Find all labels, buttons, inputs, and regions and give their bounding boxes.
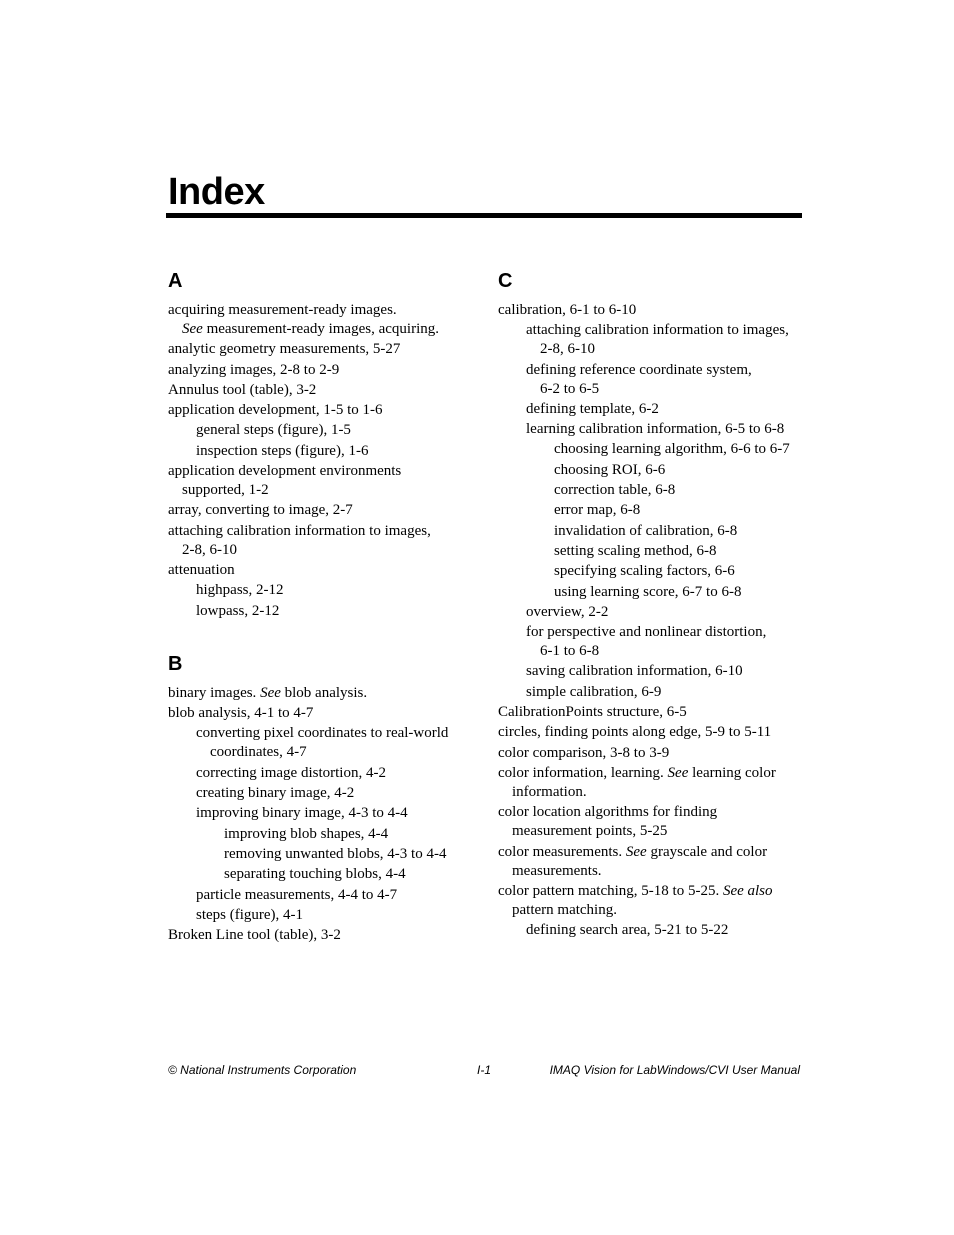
index-entry: analytic geometry measurements, 5-27 bbox=[168, 341, 401, 358]
index-column-right bbox=[498, 265, 808, 941]
index-entry: general steps (figure), 1-5 bbox=[196, 422, 351, 439]
index-entry: color comparison, 3-8 to 3-9 bbox=[498, 744, 670, 761]
section-gap bbox=[168, 622, 478, 648]
index-entry: color pattern matching, 5-18 to 5-25. See also pattern matching. bbox=[498, 882, 773, 918]
index-entry: defining template, 6-2 bbox=[526, 400, 659, 417]
index-entry: attaching calibration information to images, 2-8, 6-10 bbox=[526, 322, 789, 358]
section-letter-b: B bbox=[168, 652, 183, 675]
index-entry: lowpass, 2-12 bbox=[196, 602, 280, 619]
footer-manual-title: IMAQ Vision for LabWindows/CVI User Manual bbox=[549, 1063, 800, 1077]
index-entry: acquiring measurement-ready images. See measurement-ready images, acquiring. bbox=[168, 302, 439, 337]
index-entry: color location algorithms for finding measurement points, 5-25 bbox=[498, 804, 718, 840]
index-entry: correcting image distortion, 4-2 bbox=[196, 764, 386, 781]
index-entry: array, converting to image, 2-7 bbox=[168, 502, 353, 519]
index-entry: improving blob shapes, 4-4 bbox=[224, 825, 389, 842]
index-entry: for perspective and nonlinear distortion, 6-1 to 6-8 bbox=[526, 624, 767, 660]
index-entry: simple calibration, 6-9 bbox=[526, 683, 662, 700]
index-entry: application development environments supported, 1-2 bbox=[168, 463, 402, 499]
index-entry: specifying scaling factors, 6-6 bbox=[554, 563, 735, 580]
index-entry: binary images. See blob analysis. bbox=[168, 684, 368, 701]
index-entry: saving calibration information, 6-10 bbox=[526, 663, 743, 680]
index-entry: attaching calibration information to images, 2-8, 6-10 bbox=[168, 522, 431, 558]
index-entry: defining reference coordinate system, 6-2 to 6-5 bbox=[526, 361, 752, 397]
index-entry: circles, finding points along edge, 5-9 to 5-11 bbox=[498, 724, 772, 741]
footer-page-number: I-1 bbox=[477, 1063, 492, 1077]
index-entry: application development, 1-5 to 1-6 bbox=[168, 402, 383, 419]
index-entry: steps (figure), 4-1 bbox=[196, 906, 304, 923]
index-entry: creating binary image, 4-2 bbox=[196, 785, 355, 802]
index-entry: highpass, 2-12 bbox=[196, 582, 284, 599]
index-entry: choosing learning algorithm, 6-6 to 6-7 bbox=[554, 441, 790, 458]
index-entry: blob analysis, 4-1 to 4-7 bbox=[168, 705, 314, 722]
index-entry: CalibrationPoints structure, 6-5 bbox=[498, 704, 687, 721]
index-entry: separating touching blobs, 4-4 bbox=[224, 866, 406, 883]
index-entry: particle measurements, 4-4 to 4-7 bbox=[196, 886, 398, 903]
index-entry: removing unwanted blobs, 4-3 to 4-4 bbox=[224, 845, 447, 862]
index-entry: improving binary image, 4-3 to 4-4 bbox=[196, 805, 408, 822]
index-entry: Annulus tool (table), 3-2 bbox=[168, 381, 317, 398]
index-entry: attenuation bbox=[168, 561, 235, 578]
index-entry: invalidation of calibration, 6-8 bbox=[554, 522, 738, 539]
section-letter-a: A bbox=[168, 270, 183, 292]
index-entry: Broken Line tool (table), 3-2 bbox=[168, 927, 341, 944]
index-entry: setting scaling method, 6-8 bbox=[554, 542, 717, 559]
index-entry: color information, learning. See learning color information. bbox=[498, 764, 776, 800]
index-entry: correction table, 6-8 bbox=[554, 482, 676, 499]
index-entry: calibration, 6-1 to 6-10 bbox=[498, 302, 637, 318]
index-entry: converting pixel coordinates to real-world coordinates, 4-7 bbox=[196, 725, 449, 761]
index-entry: inspection steps (figure), 1-6 bbox=[196, 442, 369, 459]
page-title: Index bbox=[168, 171, 265, 213]
index-entry: analyzing images, 2-8 to 2-9 bbox=[168, 361, 340, 378]
index-entry: error map, 6-8 bbox=[554, 502, 641, 519]
index-entry: choosing ROI, 6-6 bbox=[554, 461, 666, 478]
index-entry: defining search area, 5-21 to 5-22 bbox=[526, 922, 729, 939]
index-entry: overview, 2-2 bbox=[526, 603, 609, 620]
index-entry: learning calibration information, 6-5 to 6-8 bbox=[526, 421, 785, 438]
index-entry: using learning score, 6-7 to 6-8 bbox=[554, 583, 742, 600]
index-column-left bbox=[168, 265, 478, 946]
section-letter-c: C bbox=[498, 270, 513, 292]
footer-copyright: © National Instruments Corporation bbox=[168, 1063, 357, 1077]
index-entry: color measurements. See grayscale and color measurements. bbox=[498, 843, 768, 879]
title-rule bbox=[166, 213, 802, 218]
